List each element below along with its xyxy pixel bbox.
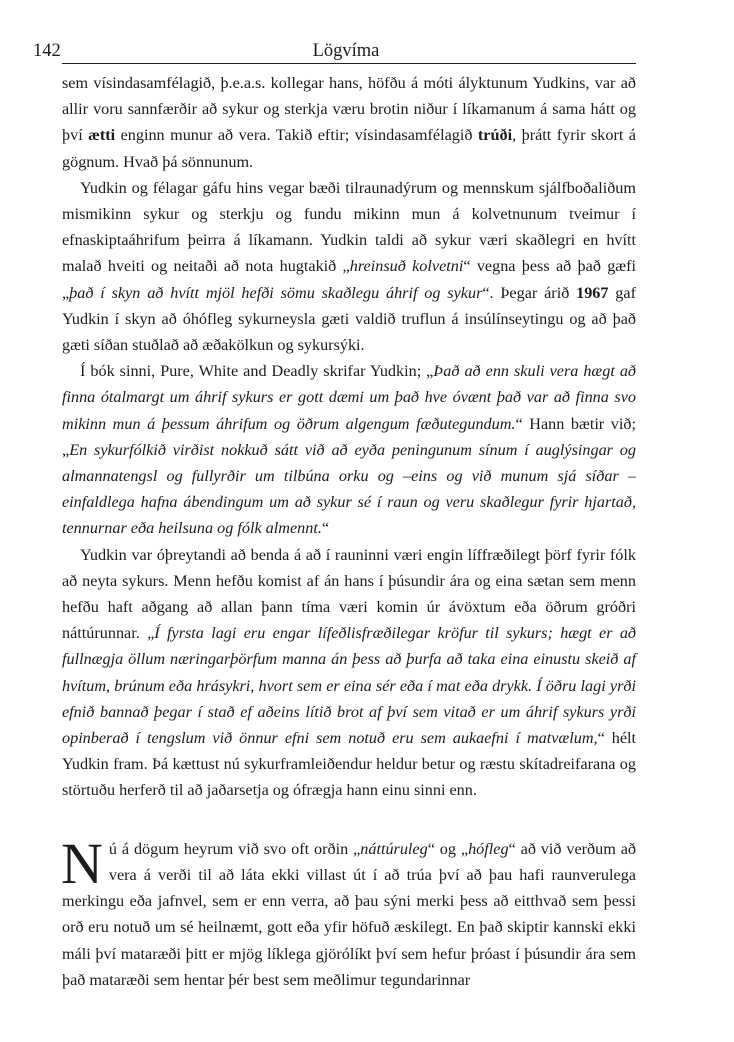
- drop-cap: N: [61, 830, 103, 896]
- paragraph-2: Yudkin og félagar gáfu hins vegar bæði tilraunadýrum og mennskum sjálfboðaliðum mismikinn sykur og sterkju og fundu mikinn mun á kolvetnunum tveimur í efnaskiptaáhrifum þeirra á líkamann. Yudkin taldi að sykur væri skaðlegri en hvítt malað hveiti og neitaði að nota hugtakið „hreinsuð kolvetni“ vegna þess að það gæfi „það í skyn að hvítt mjöl hefði sömu skaðlegu áhrif og sykur“. Þegar árið 1967 gaf Yudkin í skyn að óhófleg sykurneysla gæti valdið truflun á insúlínseytingu og að það gæti síðan stuðlað að æðakölkun og sykursýki.: [62, 178, 636, 355]
- header-rule: [62, 63, 636, 64]
- paragraph-1: sem vísindasamfélagið, þ.e.a.s. kollegar hans, höfðu á móti ályktunum Yudkins, var að allir voru sannfærðir að sykur og sterkja væru brotin niður í líkamanum á sama hátt og því ætti enginn munur að vera. Takið eftir; vísindasamfélagið trúði, þrátt fyrir skort á gögnum. Hvað þá sönnunum.: [62, 74, 636, 171]
- section-break: [62, 804, 636, 836]
- paragraph-3: Í bók sinni, Pure, White and Deadly skrifar Yudkin; „Það að enn skuli vera hægt að finna ótalmargt um áhrif sykurs er gott dæmi um það hve óvænt það var að finna svo mikinn mun á þessum áhrifum og öðrum algengum fæðutegundum.“ Hann bætir við; „En sykurfólkið virðist nokkuð sátt við að eyða peningunum sínum í auglýsingar og almannatengsl og fullyrðir um tilbúna orku og –eins og við munum sjá síðar –einfaldlega hafna ábendingum um að sykur sé í raun og veru skaðlegur fyrir hjartað, tennurnar eða heilsuna og fólk almennt.“: [62, 362, 637, 538]
- paragraph-5: Nú á dögum heyrum við svo oft orðin „náttúruleg“ og „hófleg“ að við verðum að vera á verði til að láta ekki villast út í að trúa því að þau hafi raunverulega merkingu eða jafnvel, sem er enn verra, að þau sýni merki þess að eitthvað sem þessi orð eru notuð um sé heilnæmt, gott eða yfir höfuð æskilegt. En það skiptir kannski ekki máli því mataræði þitt er mjög líklega gjörólíkt því sem hefur þróast í þúsundir ára sem það mataræði sem hentar þér best sem meðlimur tegundarinnar: [61, 830, 637, 989]
- paragraph-4: Yudkin var óþreytandi að benda á að í rauninni væri engin líffræðilegt þörf fyrir fólk að neyta sykurs. Menn hefðu komist af án hans í þúsundir ára og eina sætan sem menn hefðu haft aðgang að allan þann tíma væri komin úr ávöxtum eða öðrum gróðri náttúrunnar. „Í fyrsta lagi eru engar lífeðlisfræðilegar kröfur til sykurs; hægt er að fullnægja öllum næringarþörfum manna án þess að þurfa að taka eina einustu skeið af hvítum, brúnum eða hrásykri, hvort sem er eina sér eða í mat eða drykk. Í öðru lagi yrði efnið bannað þegar í stað ef aðeins lítið brot af því sem vitað er um áhrif sykurs yrði opinberað í tengslum við önnur efni sem notuð eru sem aukaefni í matvælum,“ hélt Yudkin fram. Þá kættust nú sykurframleiðendur heldur betur og ræstu skítadreifarana og störtuðu herferð til að jaðarsetja og ófrægja hann einu sinni enn.: [62, 545, 637, 800]
- page-number: 142: [33, 41, 61, 61]
- running-head: Lögvíma: [312, 41, 380, 61]
- body-text: [62, 70, 636, 993]
